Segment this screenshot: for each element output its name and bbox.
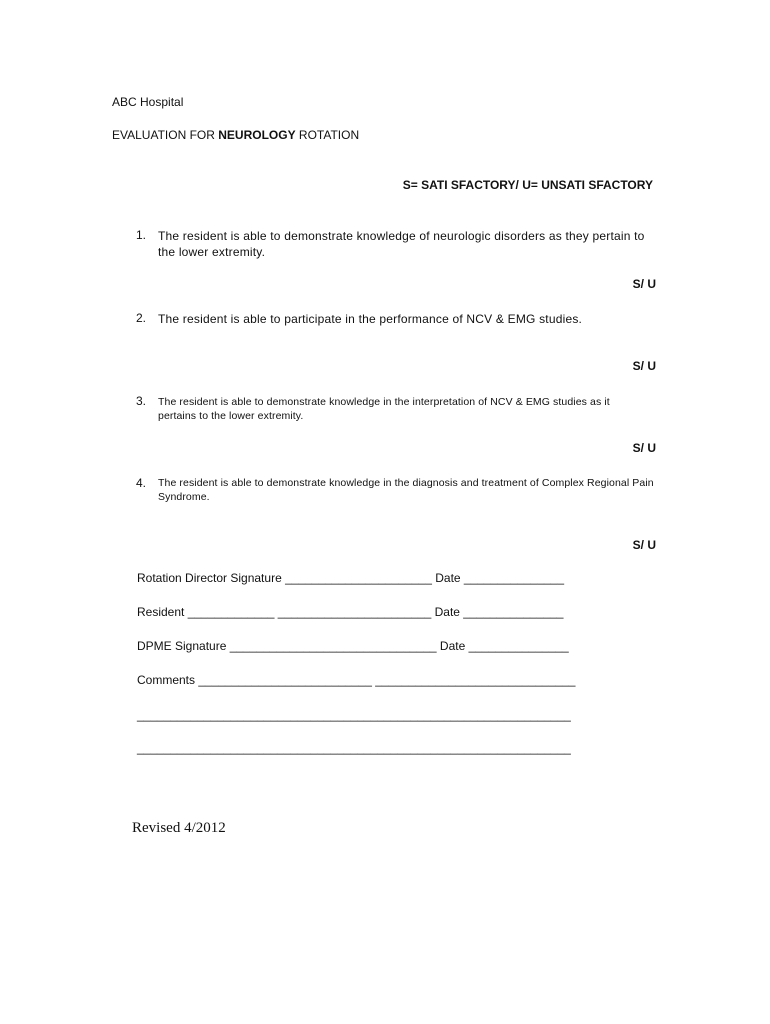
question-text-1: The resident is able to demonstrate knowledge of neurologic disorders as they pertain to the lower extremity.	[158, 229, 645, 259]
form-title-specialty: NEUROLOGY	[218, 128, 296, 142]
rating-legend: S= SATI SFACTORY/ U= UNSATI SFACTORY	[402, 178, 653, 192]
question-number-2: 2.	[136, 311, 147, 325]
comments-blank-line-1: _________________________________________________________________	[137, 708, 571, 722]
comments-line: Comments __________________________ ______________________________	[137, 673, 576, 687]
question-number-3: 3.	[136, 394, 147, 408]
hospital-name: ABC Hospital	[112, 95, 184, 109]
question-rating-1: S/ U	[632, 277, 656, 291]
question-text-2: The resident is able to participate in the performance of NCV & EMG studies.	[158, 312, 583, 326]
question-text-4: The resident is able to demonstrate knowledge in the diagnosis and treatment of Complex Regional Pain Syndrome.	[158, 477, 654, 503]
dpme-signature-line: DPME Signature _______________________________ Date _______________	[137, 639, 569, 653]
form-title-suffix: ROTATION	[295, 128, 360, 142]
question-rating-2: S/ U	[632, 359, 656, 373]
form-title-prefix: EVALUATION FOR	[112, 128, 219, 142]
question-rating-4: S/ U	[632, 538, 656, 552]
question-number-4: 4.	[136, 476, 147, 490]
question-number-1: 1.	[136, 228, 147, 242]
comments-blank-line-2: _________________________________________________________________	[137, 741, 571, 755]
question-text-3: The resident is able to demonstrate knowledge in the interpretation of NCV & EMG studies as it pertains to the lower extremity.	[158, 396, 610, 422]
rotation-director-signature-line: Rotation Director Signature ______________________ Date _______________	[137, 571, 565, 585]
question-rating-3: S/ U	[632, 441, 656, 455]
resident-signature-line: Resident _____________ _______________________ Date _______________	[137, 605, 564, 619]
revision-date: Revised 4/2012	[132, 820, 226, 836]
form-title	[112, 128, 359, 142]
